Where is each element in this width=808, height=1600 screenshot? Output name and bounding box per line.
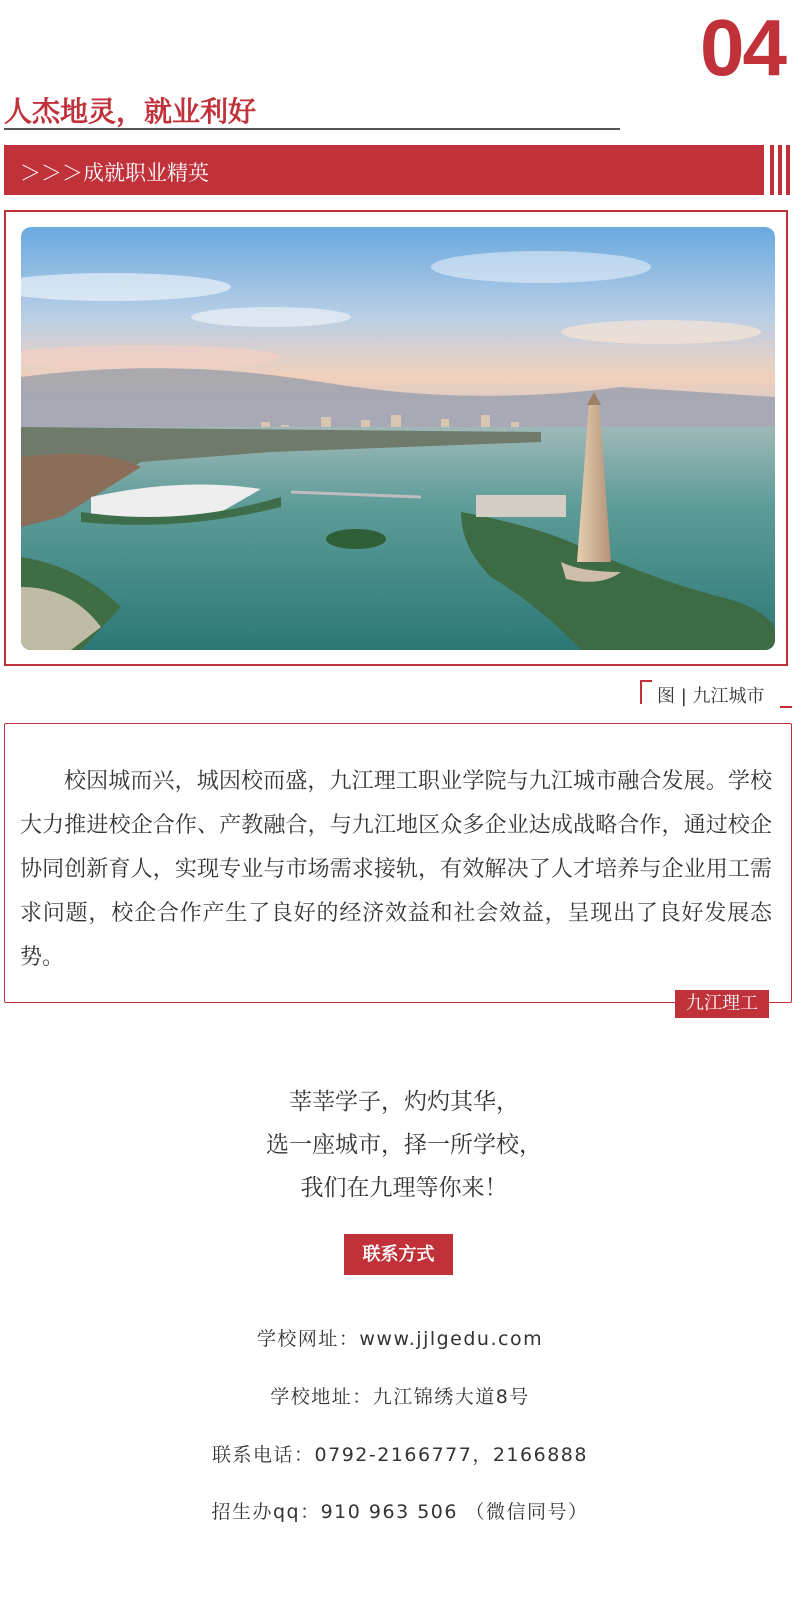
slogan-line-1: 莘莘学子，灼灼其华， (289, 1089, 519, 1115)
banner-stripe (778, 145, 782, 195)
school-tag: 九江理工 (675, 990, 769, 1018)
phone-info: 联系电话：0792-2166777，2166888 (212, 1444, 588, 1466)
banner-stripe (770, 145, 774, 195)
website-info: 学校网址：www.jjlgedu.com (256, 1328, 544, 1350)
caption-bracket (640, 680, 652, 704)
address-info: 学校地址：九江锦绣大道8号 (270, 1386, 530, 1408)
page-title: 人杰地灵，就业利好 (4, 95, 257, 128)
banner-text: ＞＞＞成就职业精英 (20, 161, 209, 185)
photo-caption: 图 | 九江城市 (657, 686, 765, 707)
city-photo (21, 227, 775, 650)
slogan-line-3: 我们在九理等你来！ (300, 1175, 508, 1201)
qq-info: 招生办qq：910 963 506 （微信同号） (211, 1501, 589, 1523)
contact-button[interactable]: 联系方式 (344, 1234, 453, 1275)
banner-stripe (786, 145, 790, 195)
slogan-line-2: 选一座城市，择一所学校， (266, 1132, 542, 1158)
body-paragraph: 校因城而兴，城因校而盛，九江理工职业学院与九江城市融合发展。学校大力推进校企合作、产教融合，与九江地区众多企业达成战略合作，通过校企协同创新育人，实现专业与市场需求接轨，有效解决了人才培养与企业用工需求问题，校企合作产生了良好的经济效益和社会效益，呈现出了良好发展态势。 (20, 769, 772, 970)
title-underline (4, 128, 620, 130)
section-number: 04 (700, 3, 785, 92)
caption-tail (780, 706, 792, 708)
